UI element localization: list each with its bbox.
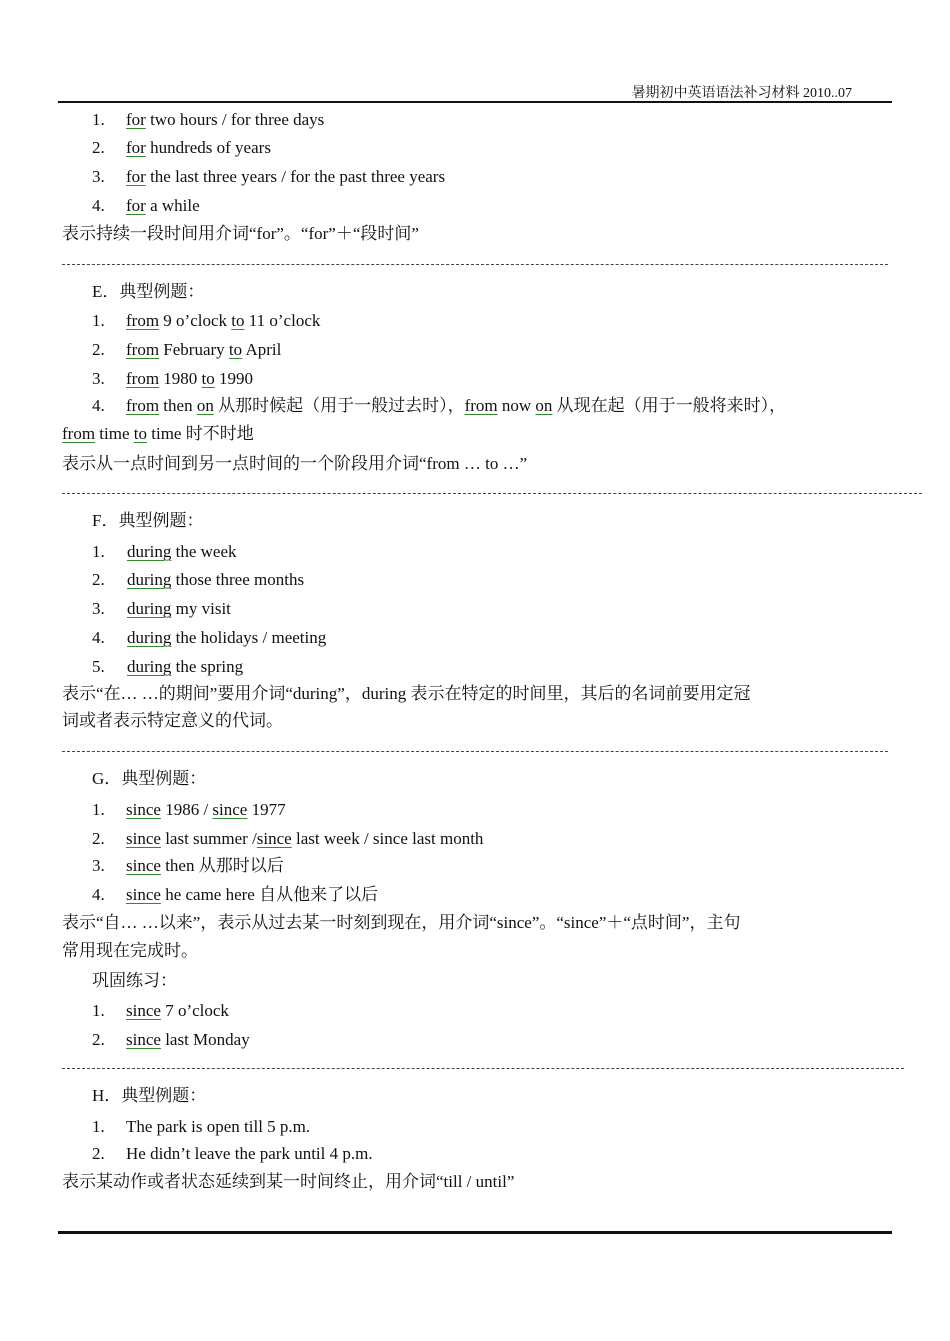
list-number: 1. [92,1001,105,1020]
list-number: 4. [92,196,105,215]
text: a while [145,196,200,215]
section-e-title: E．典型例题： [92,282,205,301]
keyword: from [126,340,160,359]
list-item [126,1000,229,1022]
keyword: since [126,829,161,848]
keyword: from [126,396,160,415]
keyword: for [126,196,146,215]
keyword: since [126,1030,161,1049]
list-item [126,828,483,850]
divider [62,751,888,753]
text: He didn’t leave the park until 4 p.m. [126,1144,373,1163]
section-f-note-line2: 词或者表示特定意义的代词。 [62,711,283,730]
list-number: 3. [92,167,105,186]
section-f-note-line1: 表示“在… …的期间”要用介词“during”，during 表示在特定的时间里，其后的名词前要用定冠 [62,684,751,703]
list-item [126,799,286,821]
keyword: to [133,424,147,443]
text: last week / since last month [291,829,484,848]
list-number: 4. [92,628,105,647]
list-item [126,1143,373,1165]
section-g-note-line1: 表示“自… …以来”，表示从过去某一时刻到现在，用介词“since”。“since”＋“点时间”，主句 [62,913,741,932]
section-e-note: 表示从一点时间到另一点时间的一个阶段用介词“from … to …” [62,454,528,473]
text: the spring [171,657,244,676]
keyword: since [212,800,248,819]
footer-rule [58,1231,892,1234]
text: my visit [171,599,231,618]
keyword: during [127,599,172,618]
keyword: since [256,829,292,848]
list-number: 1. [92,1117,105,1136]
list-number: 1. [92,110,105,129]
list-item [126,166,445,188]
list-number: 3. [92,599,105,618]
list-number: 3. [92,369,105,388]
keyword: to [228,340,243,359]
list-number: 2. [92,829,105,848]
keyword: from [126,311,160,330]
list-item [126,1116,310,1138]
list-item [126,395,786,417]
divider [62,493,922,495]
keyword: since [126,856,161,875]
list-item [126,339,281,361]
keyword: from [464,396,498,415]
keyword: during [127,542,172,561]
list-number: 2. [92,1144,105,1163]
list-item [127,541,237,563]
section-g-title: G．典型例题： [92,769,207,788]
divider [62,264,888,266]
text: 从那时候起（用于一般过去时）， [213,396,465,415]
text: 1986 / [160,800,213,819]
list-number: 1. [92,800,105,819]
list-number: 2. [92,1030,105,1049]
list-item [126,884,378,906]
section-e-continuation [62,423,254,445]
text: 1977 [247,800,286,819]
list-item [126,368,253,390]
section-d-note: 表示持续一段时间用介词“for”。“for”＋“段时间” [62,224,419,243]
list-item [126,855,284,877]
list-number: 3. [92,856,105,875]
list-number: 1. [92,311,105,330]
keyword: since [126,1001,161,1020]
text: 从现在起（用于一般将来时）， [552,396,787,415]
practice-title: 巩固练习： [92,971,177,990]
text: the week [171,542,237,561]
text: February [159,340,229,359]
text: the last three years / for the past three years [145,167,446,186]
text: The park is open till 5 p.m. [126,1117,311,1136]
keyword: for [126,110,146,129]
keyword: for [126,138,146,157]
text: 7 o’clock [160,1001,229,1020]
list-number: 2. [92,570,105,589]
list-item [126,1029,250,1051]
keyword: since [126,800,161,819]
list-item [127,569,304,591]
keyword: for [126,167,146,186]
text: two hours / for three days [145,110,325,129]
text: 9 o’clock [159,311,232,330]
text: 11 o’clock [244,311,321,330]
keyword: from [126,369,160,388]
text: he came here 自从他来了以后 [160,885,379,904]
text: the holidays / meeting [171,628,327,647]
text: 1990 [214,369,254,388]
keyword: on [535,396,553,415]
section-h-title: H．典型例题： [92,1086,207,1105]
text: time 时不时地 [147,424,254,443]
list-item [127,656,243,678]
keyword: during [127,570,172,589]
text: 1980 [159,369,202,388]
keyword: on [196,396,214,415]
header-rule [58,101,892,103]
keyword: since [126,885,161,904]
divider [62,1068,904,1070]
text: time [95,424,134,443]
list-number: 5. [92,657,105,676]
page-header: 暑期初中英语语法补习材料 2010..07 [631,86,852,101]
text: then 从那时以后 [160,856,284,875]
section-g-note-line2: 常用现在完成时。 [62,941,198,960]
list-number: 4. [92,396,105,415]
text: then [159,396,197,415]
text: last Monday [160,1030,250,1049]
text: those three months [171,570,305,589]
list-number: 2. [92,340,105,359]
keyword: to [201,369,215,388]
section-h-note: 表示某动作或者状态延续到某一时间终止，用介词“till / until” [62,1172,515,1191]
keyword: from [62,424,96,443]
text: now [497,396,536,415]
list-number: 1. [92,542,105,561]
section-f-title: F．典型例题： [92,511,204,530]
list-item [126,310,320,332]
list-item [126,137,271,159]
list-number: 2. [92,138,105,157]
list-item [127,627,326,649]
list-item [127,598,231,620]
list-number: 4. [92,885,105,904]
text: hundreds of years [145,138,271,157]
list-item [126,109,324,131]
keyword: during [127,657,172,676]
list-item [126,195,200,217]
text: last summer / [160,829,257,848]
keyword: to [231,311,245,330]
text: April [242,340,282,359]
keyword: during [127,628,172,647]
